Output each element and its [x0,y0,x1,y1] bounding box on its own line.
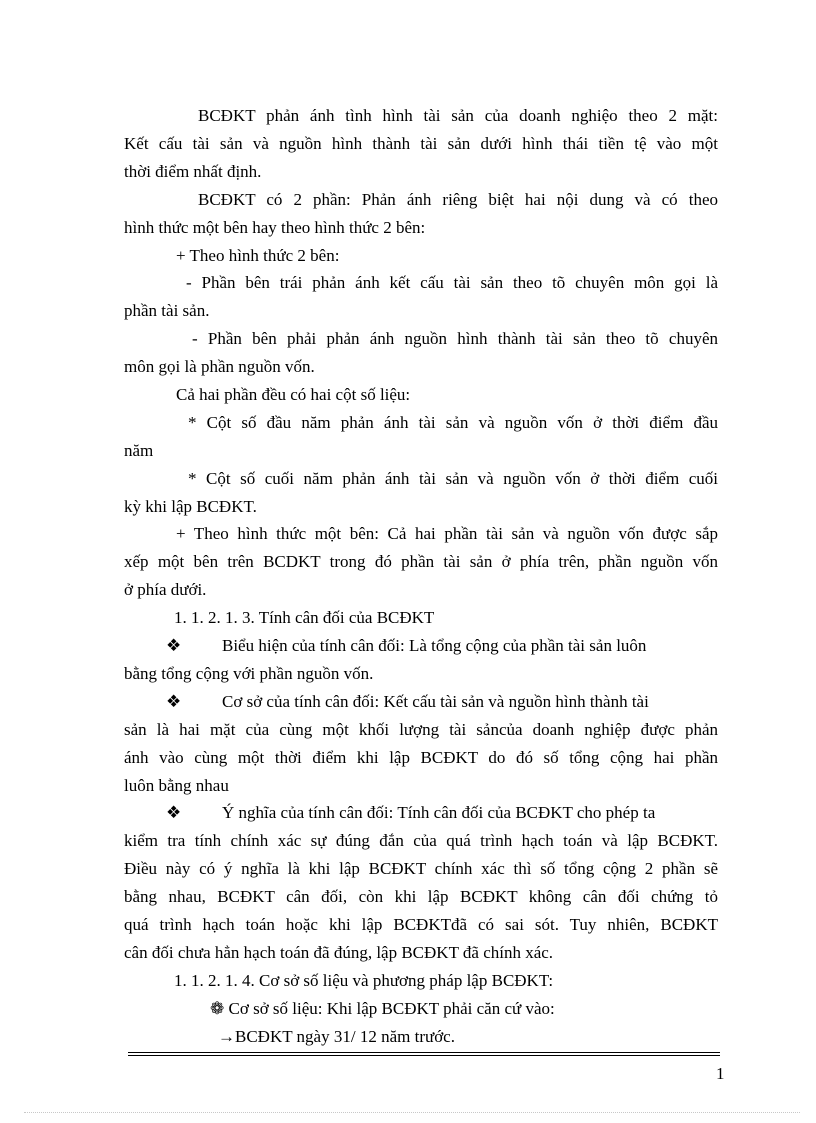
prior-year-line [218,1027,812,1047]
bullet-meaning-line-3: Điều này có ý nghĩa là khi lập BCĐKT chính xác thì số tổng cộng 2 phần sẽ [124,859,718,878]
section-heading-balance: 1. 1. 2. 1. 3. Tính cân đối của BCĐKT [174,608,435,627]
data-basis-text: Cơ sở số liệu: Khi lập BCĐKT phải căn cứ vào: [228,999,555,1018]
bullet-basis-line-2: sản là hai mặt của cùng một khối lượng tài sảncủa doanh nghiệp được phản [124,720,718,739]
columns-heading: Cả hai phần đều có hai cột số liệu: [176,385,411,404]
para-1-line-3: thời điểm nhất định. [124,162,262,181]
flower-bullet-icon: ❁ [210,999,225,1018]
section-heading-data-basis: 1. 1. 2. 1. 4. Cơ sở số liệu và phương pháp lập BCĐKT: [174,971,554,990]
para-1-line-1: BCĐKT phản ánh tình hình tài sản của doanh nghiệo theo 2 mặt: [198,106,718,125]
footer-rule-top [128,1052,720,1053]
bullet-meaning-line-5: quá trình hạch toán hoặc khi lập BCĐKTđã có sai sót. Tuy nhiên, BCĐKT [124,915,718,934]
two-sided-heading: + Theo hình thức 2 bên: [176,246,340,265]
left-side-line-1: - Phần bên trái phản ánh kết cấu tài sản theo tõ chuyên môn gọi là [186,273,718,292]
para-2-line-1: BCĐKT có 2 phần: Phản ánh riêng biệt hai nội dung và có theo [198,190,718,209]
data-basis-line [210,999,804,1019]
bullet-meaning-line-1 [166,803,760,823]
bullet-basis-text: Cơ sở của tính cân đối: Kết cấu tài sản và nguồn hình thành tài [222,692,649,711]
arrow-icon: → [218,1027,235,1046]
one-sided-line-3: ở phía dưới. [124,580,207,599]
diamond-bullet-icon: ❖ [166,692,182,711]
footer-rule-bottom [128,1055,720,1056]
bullet-expression-line-2: bằng tổng cộng với phần nguồn vốn. [124,664,374,683]
page-break-line [24,1112,800,1113]
bullet-meaning-line-4: bằng nhau, BCĐKT cân đối, còn khi lập BCĐKT không cân đối chứng tỏ [124,887,718,906]
para-1-line-2: Kết cấu tài sản và nguồn hình thành tài sản dưới hình thái tiền tệ vào một [124,134,718,153]
end-year-line-2: kỳ khi lập BCĐKT. [124,497,257,516]
diamond-bullet-icon: ❖ [166,803,182,822]
bullet-basis-line-1 [166,692,760,712]
bullet-meaning-text: Ý nghĩa của tính cân đối: Tính cân đối của BCĐKT cho phép ta [222,803,656,822]
prior-year-text: BCĐKT ngày 31/ 12 năm trước. [235,1027,455,1046]
bullet-meaning-line-2: kiểm tra tính chính xác sự đúng đắn của quá trình hạch toán và lập BCĐKT. [124,831,718,850]
para-2-line-2: hình thức một bên hay theo hình thức 2 bên: [124,218,426,237]
page-number: 1 [716,1064,725,1083]
bullet-expression-line-1 [166,636,760,656]
start-year-line-1: * Cột số đầu năm phản ánh tài sản và nguồn vốn ở thời điểm đầu [188,413,718,432]
right-side-line-1: - Phần bên phải phản ánh nguồn hình thành tài sản theo tõ chuyên [192,329,718,348]
one-sided-line-2: xếp một bên trên BCDKT trong đó phần tài sản ở phía trên, phần nguồn vốn [124,552,718,571]
one-sided-line-1: + Theo hình thức một bên: Cả hai phần tài sản và nguồn vốn được sắp [176,524,718,543]
bullet-basis-line-4: luôn bằng nhau [124,776,229,795]
bullet-expression-text: Biểu hiện của tính cân đối: Là tổng cộng của phần tài sản luôn [222,636,647,655]
bullet-basis-line-3: ánh vào cùng một thời điểm khi lập BCĐKT do đó số tổng cộng hai phần [124,748,718,767]
end-year-line-1: * Cột số cuối năm phản ánh tài sản và nguồn vốn ở thời điểm cuối [188,469,718,488]
diamond-bullet-icon: ❖ [166,636,182,655]
left-side-line-2: phần tài sản. [124,301,210,320]
bullet-meaning-line-6: cân đối chưa hẳn hạch toán đã đúng, lập BCĐKT đã chính xác. [124,943,554,962]
start-year-line-2: năm [124,441,154,460]
right-side-line-2: môn gọi là phần nguồn vốn. [124,357,315,376]
